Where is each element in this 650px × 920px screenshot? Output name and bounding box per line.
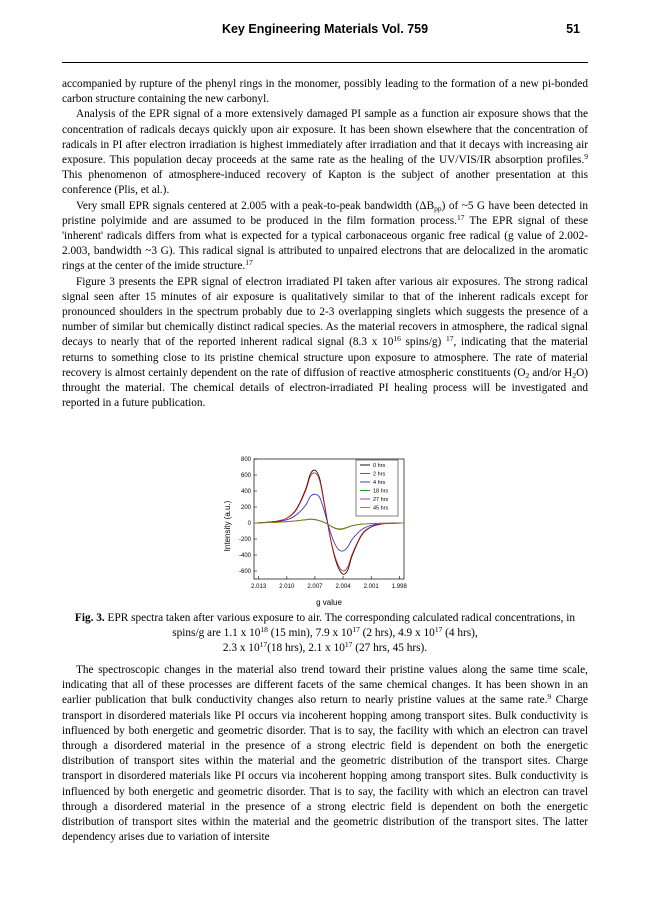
legend-label: 4 hrs <box>373 480 386 486</box>
citation: 9 <box>547 692 552 702</box>
page-number: 51 <box>566 22 580 36</box>
journal-title: Key Engineering Materials Vol. 759 <box>221 22 429 36</box>
y-tick-label: 800 <box>240 457 251 464</box>
paragraph: The spectroscopic changes in the material also trend toward their pristine values along the same time scale, indicating that all of these processes are different facets of the same chemical changes. It has been shown in an earlier publication that bulk conductivity changes also return to nearly pristine values at the same rate.$^9$ Charge transport in disordered materials like PI occurs via incoherent hopping among transport sites. Bulk conductivity is influenced by both energetic and geometric disorder. That is to say, the facility with which an electron can travel through a disordered material in the presence of a strong electric field is dependent on both the energetic distribution of transport sites within the material and the geometric distribution of the transport sites. Charge transport in disordered materials like PI occurs via incoherent hopping among transport sites. Bulk conductivity is influenced by both energetic and geometric disorder. That is to say, the facility with which an electron can travel through a disordered material in the presence of a strong electric field is dependent on both the energetic distribution of transport sites within the material and the geometric distribution of the transport sites. The latter dependency arises due to variation of intersite <box>62 664 588 844</box>
running-header <box>62 22 588 42</box>
citation: 9 <box>584 152 588 162</box>
legend-label: 18 hrs <box>373 488 389 495</box>
y-tick-label: 600 <box>240 473 251 480</box>
y-tick-label: 0 <box>247 521 251 528</box>
figure-label: Fig. 3. <box>74 612 105 624</box>
y-tick-label: -400 <box>238 553 251 560</box>
x-tick-label: 2.013 <box>251 584 267 590</box>
legend-label: 0 hrs <box>373 463 386 469</box>
y-tick-label: -600 <box>238 569 251 576</box>
epr-chart <box>218 448 418 613</box>
y-tick-label: 200 <box>240 505 251 512</box>
epr-spectra-figure <box>218 448 418 613</box>
header-rule <box>62 62 588 63</box>
body-text-lower <box>62 663 588 845</box>
legend-label: 2 hrs <box>373 471 386 478</box>
citation: 17 <box>245 258 253 268</box>
y-tick-label: -200 <box>238 537 251 544</box>
paragraph: accompanied by rupture of the phenyl rings in the monomer, possibly leading to the formation of a new pi-bonded carbon structure containing the new carbonyl. <box>62 78 588 106</box>
y-axis-label: Intensity (a.u.) <box>223 500 232 552</box>
paragraph: Very small EPR signals centered at 2.005 with a peak-to-peak bandwidth $(\Delta B_{pp})$ of ~5 G have been detected in pristine polyimide and are assumed to be produced in the film formation process.$^{17}$ The EPR signal of these 'inherent' radicals differs from what is expected for a typical carbonaceous organic free radical (g value of 2.002-2.003, bandwidth ~3 G). This radical signal is attributed to unpaired electrons that are delocalized in the aromatic rings at the center of the imide structure.$^{17}$ <box>62 199 588 273</box>
legend-label: 45 hrs <box>373 505 389 512</box>
figure-caption: Fig. 3. EPR spectra taken after various exposure to air. The corresponding calculated radical concentrations, in spins/g are 1.1 x $10^{18}$ (15 min), 7.9 x $10^{17}$ (2 hrs), 4.9 x $10^{17}$ (4 hrs), 2.3 x $10^{17}(18$ hrs), 2.1 x $10^{17}$ (27 hrs, 45 hrs). <box>74 612 576 654</box>
citation: 17 <box>456 212 465 222</box>
body-text-upper <box>62 77 588 411</box>
paragraph: Analysis of the EPR signal of a more extensively damaged PI sample as a function air exposure shows that the concentration of radicals decays quickly upon air exposure. It has been shown elsewhere that the concentration of radicals in PI after electron irradiation is highest immediately after irradiation and that it decays with increasing air exposure. This population decay proceeds at the same rate as the healing of the UV/VIS/IR absorption profiles.$^9$ This phenomenon of atmosphere-induced recovery of Kapton is the subject of another presentation at this conference (Plis, et al.). <box>62 108 588 197</box>
x-tick-label: 2.010 <box>279 584 295 590</box>
y-tick-label: 400 <box>240 489 251 496</box>
citation: 17 <box>446 334 454 344</box>
x-tick-label: 1.998 <box>391 584 407 590</box>
x-axis-label: g value <box>316 598 342 607</box>
x-tick-label: 2.001 <box>363 584 379 590</box>
x-tick-label: 2.004 <box>335 584 351 590</box>
legend-label: 27 hrs <box>373 497 389 503</box>
x-tick-label: 2.007 <box>307 584 323 590</box>
paragraph: Figure 3 presents the EPR signal of electron irradiated PI taken after various air exposures. The strong radical signal seen after 15 minutes of air exposure is qualitatively similar to that of the inherent radicals except for pronounced shoulders in the spectrum probably due to 2-3 overlapping singlets which suggests the presence of a number of similar but chemically distinct radical species. As the material recovers in atmosphere, the radical signal decays to nearly that of the reported inherent radical signal (8.3 x $10^{16}$ spins/g) $^{17}$, indicating that the material returns to something close to its pristine chemical structure upon exposure to atmosphere. The rate of material recovery is almost certainly dependent on the rate of diffusion of reactive atmospheric constituents ($O_2$ and/or $H_2O$) throught the material. The chemical details of electron-irradiated PI healing process will be investigated and reported in a future publication. <box>62 275 588 410</box>
